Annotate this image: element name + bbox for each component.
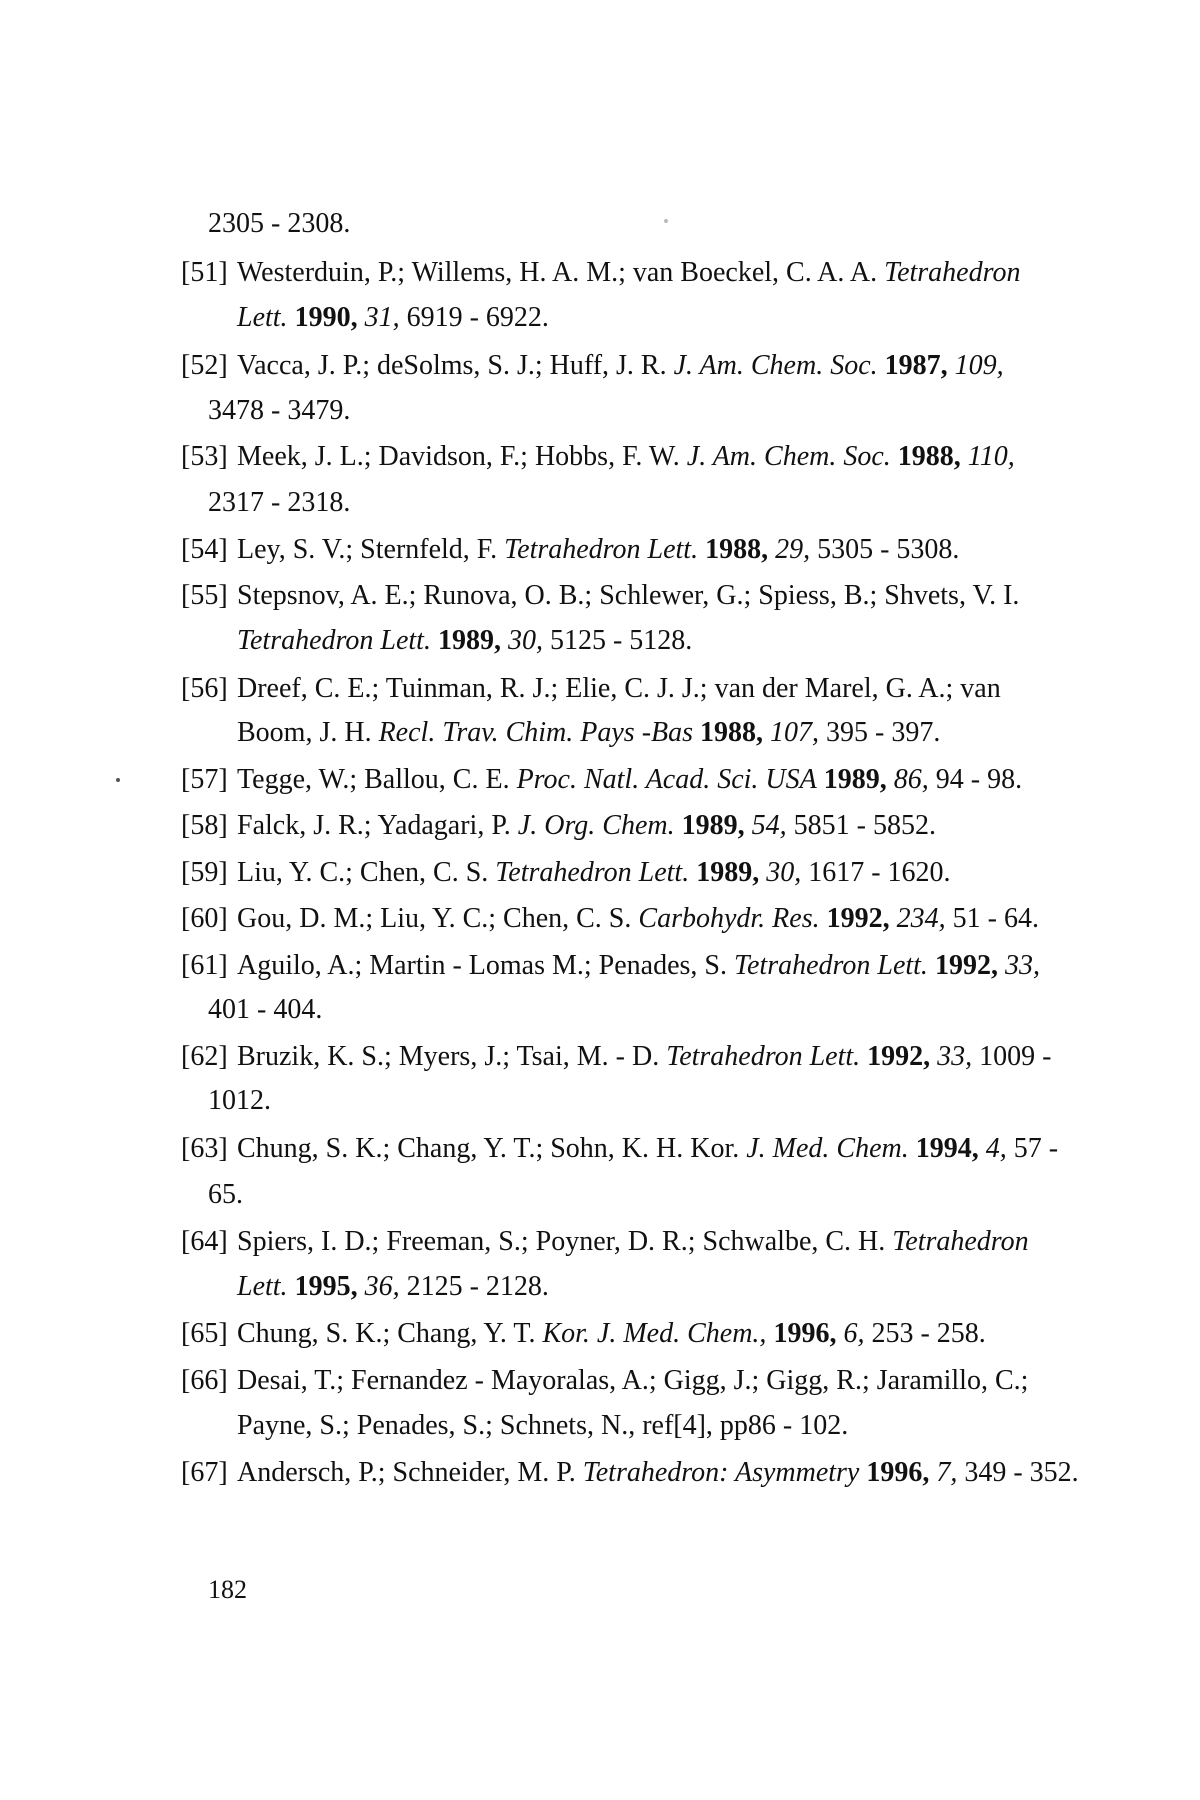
reference-label: [54] — [181, 534, 228, 565]
continuation-pages: 2305 - 2308. — [208, 208, 351, 239]
ref-journal: Lett. — [237, 1271, 288, 1302]
reference-label: [65] — [181, 1318, 228, 1349]
reference-51-line1 — [237, 257, 1020, 289]
reference-61-line1 — [237, 950, 1040, 982]
ref-authors: Dreef, C. E.; Tuinman, R. J.; Elie, C. J. J.; van der Marel, G. A.; van — [237, 673, 1001, 704]
reference-63-line1 — [237, 1133, 1058, 1165]
reference-52-line1 — [237, 350, 1004, 382]
ref-volume: 54, — [751, 810, 787, 841]
ref-pages: 5851 - 5852. — [793, 810, 936, 841]
reference-label: [53] — [181, 441, 228, 472]
reference-56-line2 — [237, 717, 940, 749]
ref-journal: Carbohydr. Res. — [638, 903, 820, 934]
ref-journal: Tetrahedron — [892, 1226, 1029, 1257]
ref-authors: Desai, T.; Fernandez - Mayoralas, A.; Gigg, J.; Gigg, R.; Jaramillo, C.; — [237, 1365, 1029, 1396]
ref-pages: 2125 - 2128. — [406, 1271, 549, 1302]
ref-year: 1988, — [897, 441, 961, 472]
ref-year: 1996, — [773, 1318, 837, 1349]
reference-label: [56] — [181, 673, 228, 704]
reference-66-line2 — [237, 1410, 848, 1442]
reference-55-line2 — [237, 625, 692, 657]
ref-pages: 253 - 258. — [871, 1318, 986, 1349]
reference-61-line2 — [208, 994, 322, 1026]
ref-volume: 33, — [1004, 950, 1040, 981]
ref-pages: 395 - 397. — [826, 717, 941, 748]
ref-journal: J. Am. Chem. Soc. — [673, 350, 878, 381]
ref-journal: Tetrahedron Lett. — [733, 950, 928, 981]
ref-pages: 2317 - 2318. — [208, 487, 351, 518]
scan-speck — [664, 219, 668, 223]
reference-52-line2 — [208, 395, 350, 427]
ref-year: 1988, — [700, 717, 764, 748]
ref-authors: Meek, J. L.; Davidson, F.; Hobbs, F. W. — [237, 441, 680, 472]
continuation-line — [208, 208, 350, 240]
ref-journal: J. Org. Chem. — [517, 810, 675, 841]
ref-authors: Chung, S. K.; Chang, Y. T. — [237, 1318, 536, 1349]
ref-year: 1992, — [826, 903, 890, 934]
reference-54-line1 — [237, 534, 959, 566]
ref-pages: 65. — [208, 1179, 243, 1210]
ref-journal: Tetrahedron Lett. — [495, 857, 690, 888]
reference-65-line1 — [237, 1318, 986, 1350]
ref-journal: Tetrahedron — [884, 257, 1021, 288]
reference-66-line1 — [237, 1365, 1028, 1397]
ref-volume: 30, — [766, 857, 802, 888]
reference-label: [67] — [181, 1457, 228, 1488]
reference-53-line2 — [208, 487, 350, 519]
ref-authors: Andersch, P.; Schneider, M. P. — [237, 1457, 576, 1488]
ref-authors: Stepsnov, A. E.; Runova, O. B.; Schlewer, G.; Spiess, B.; Shvets, V. I. — [237, 580, 1020, 611]
ref-journal: Lett. — [237, 302, 288, 333]
ref-volume: 29, — [775, 534, 811, 565]
ref-year: 1989, — [823, 764, 887, 795]
reference-label: [60] — [181, 903, 228, 934]
ref-volume: 109, — [954, 350, 1004, 381]
ref-volume: 6, — [843, 1318, 865, 1349]
reference-label: [51] — [181, 257, 228, 288]
ref-authors: Boom, J. H. — [237, 717, 372, 748]
reference-64-line2 — [237, 1271, 549, 1303]
ref-year: 1994, — [915, 1133, 979, 1164]
ref-authors: Liu, Y. C.; Chen, C. S. — [237, 857, 489, 888]
reference-63-line2 — [208, 1179, 243, 1211]
ref-journal: Tetrahedron: Asymmetry — [582, 1457, 860, 1488]
ref-authors: Payne, S.; Penades, S.; Schnets, N., ref[4], pp86 - 102. — [237, 1410, 849, 1441]
ref-pages: 401 - 404. — [208, 994, 323, 1025]
ref-year: 1988, — [705, 534, 769, 565]
ref-pages: 1617 - 1620. — [808, 857, 951, 888]
ref-journal: Tetrahedron Lett. — [504, 534, 699, 565]
ref-volume: 31, — [364, 302, 400, 333]
ref-pages: 1009 - — [979, 1041, 1052, 1072]
reference-62-line2 — [208, 1085, 271, 1117]
ref-volume: 86, — [893, 764, 929, 795]
reference-56-line1 — [237, 673, 1001, 705]
ref-volume: 234, — [896, 903, 946, 934]
reference-label: [64] — [181, 1226, 228, 1257]
ref-pages: 57 - — [1013, 1133, 1059, 1164]
reference-51-line2 — [237, 302, 549, 334]
reference-60-line1 — [237, 903, 1039, 935]
ref-year: 1995, — [294, 1271, 358, 1302]
ref-volume: 7, — [936, 1457, 958, 1488]
reference-label: [66] — [181, 1365, 228, 1396]
ref-pages: 1012. — [208, 1085, 271, 1116]
ref-authors: Spiers, I. D.; Freeman, S.; Poyner, D. R.; Schwalbe, C. H. — [237, 1226, 886, 1257]
ref-journal: Kor. J. Med. Chem., — [542, 1318, 767, 1349]
ref-authors: Bruzik, K. S.; Myers, J.; Tsai, M. - D. — [237, 1041, 660, 1072]
ref-year: 1996, — [866, 1457, 930, 1488]
reference-label: [62] — [181, 1041, 228, 1072]
ref-pages: 6919 - 6922. — [406, 302, 549, 333]
ref-volume: 4, — [985, 1133, 1007, 1164]
ref-journal: Tetrahedron Lett. — [237, 625, 431, 656]
ref-pages: 51 - 64. — [952, 903, 1039, 934]
reference-64-line1 — [237, 1226, 1029, 1258]
reference-62-line1 — [237, 1041, 1051, 1073]
ref-journal: Proc. Natl. Acad. Sci. USA — [516, 764, 817, 795]
ref-authors: Tegge, W.; Ballou, C. E. — [237, 764, 510, 795]
scan-speck — [116, 778, 120, 782]
ref-authors: Aguilo, A.; Martin - Lomas M.; Penades, S. — [237, 950, 727, 981]
reference-label: [63] — [181, 1133, 228, 1164]
ref-authors: Westerduin, P.; Willems, H. A. M.; van Boeckel, C. A. A. — [237, 257, 878, 288]
reference-label: [57] — [181, 764, 228, 795]
ref-authors: Vacca, J. P.; deSolms, S. J.; Huff, J. R. — [237, 350, 667, 381]
reference-57-line1 — [237, 764, 1022, 796]
reference-label: [59] — [181, 857, 228, 888]
ref-journal: J. Med. Chem. — [746, 1133, 909, 1164]
reference-55-line1 — [237, 580, 1019, 612]
ref-journal: J. Am. Chem. Soc. — [686, 441, 891, 472]
ref-volume: 36, — [364, 1271, 400, 1302]
ref-year: 1987, — [884, 350, 948, 381]
ref-authors: Gou, D. M.; Liu, Y. C.; Chen, C. S. — [237, 903, 632, 934]
reference-67-line1 — [237, 1457, 1079, 1489]
ref-pages: 94 - 98. — [935, 764, 1023, 795]
reference-59-line1 — [237, 857, 951, 889]
ref-year: 1992, — [934, 950, 998, 981]
ref-authors: Falck, J. R.; Yadagari, P. — [237, 810, 511, 841]
ref-volume: 30, — [507, 625, 543, 656]
reference-label: [58] — [181, 810, 228, 841]
ref-pages: 5305 - 5308. — [817, 534, 960, 565]
ref-year: 1990, — [294, 302, 358, 333]
ref-pages: 5125 - 5128. — [549, 625, 693, 656]
ref-volume: 33, — [937, 1041, 973, 1072]
reference-58-line1 — [237, 810, 936, 842]
page-number: 182 — [208, 1575, 247, 1604]
reference-53-line1 — [237, 441, 1015, 473]
reference-label: [61] — [181, 950, 228, 981]
reference-label: [55] — [181, 580, 228, 611]
ref-journal: Recl. Trav. Chim. Pays -Bas — [378, 717, 694, 748]
ref-volume: 110, — [967, 441, 1015, 472]
ref-year: 1992, — [867, 1041, 931, 1072]
ref-journal: Tetrahedron Lett. — [666, 1041, 861, 1072]
ref-pages: 349 - 352. — [964, 1457, 1079, 1488]
ref-year: 1989, — [681, 810, 745, 841]
ref-year: 1989, — [696, 857, 760, 888]
ref-authors: Ley, S. V.; Sternfeld, F. — [237, 534, 498, 565]
reference-label: [52] — [181, 350, 228, 381]
ref-volume: 107, — [770, 717, 820, 748]
ref-authors: Chung, S. K.; Chang, Y. T.; Sohn, K. H. Kor. — [237, 1133, 740, 1164]
ref-pages: 3478 - 3479. — [208, 395, 351, 426]
ref-year: 1989, — [437, 625, 501, 656]
